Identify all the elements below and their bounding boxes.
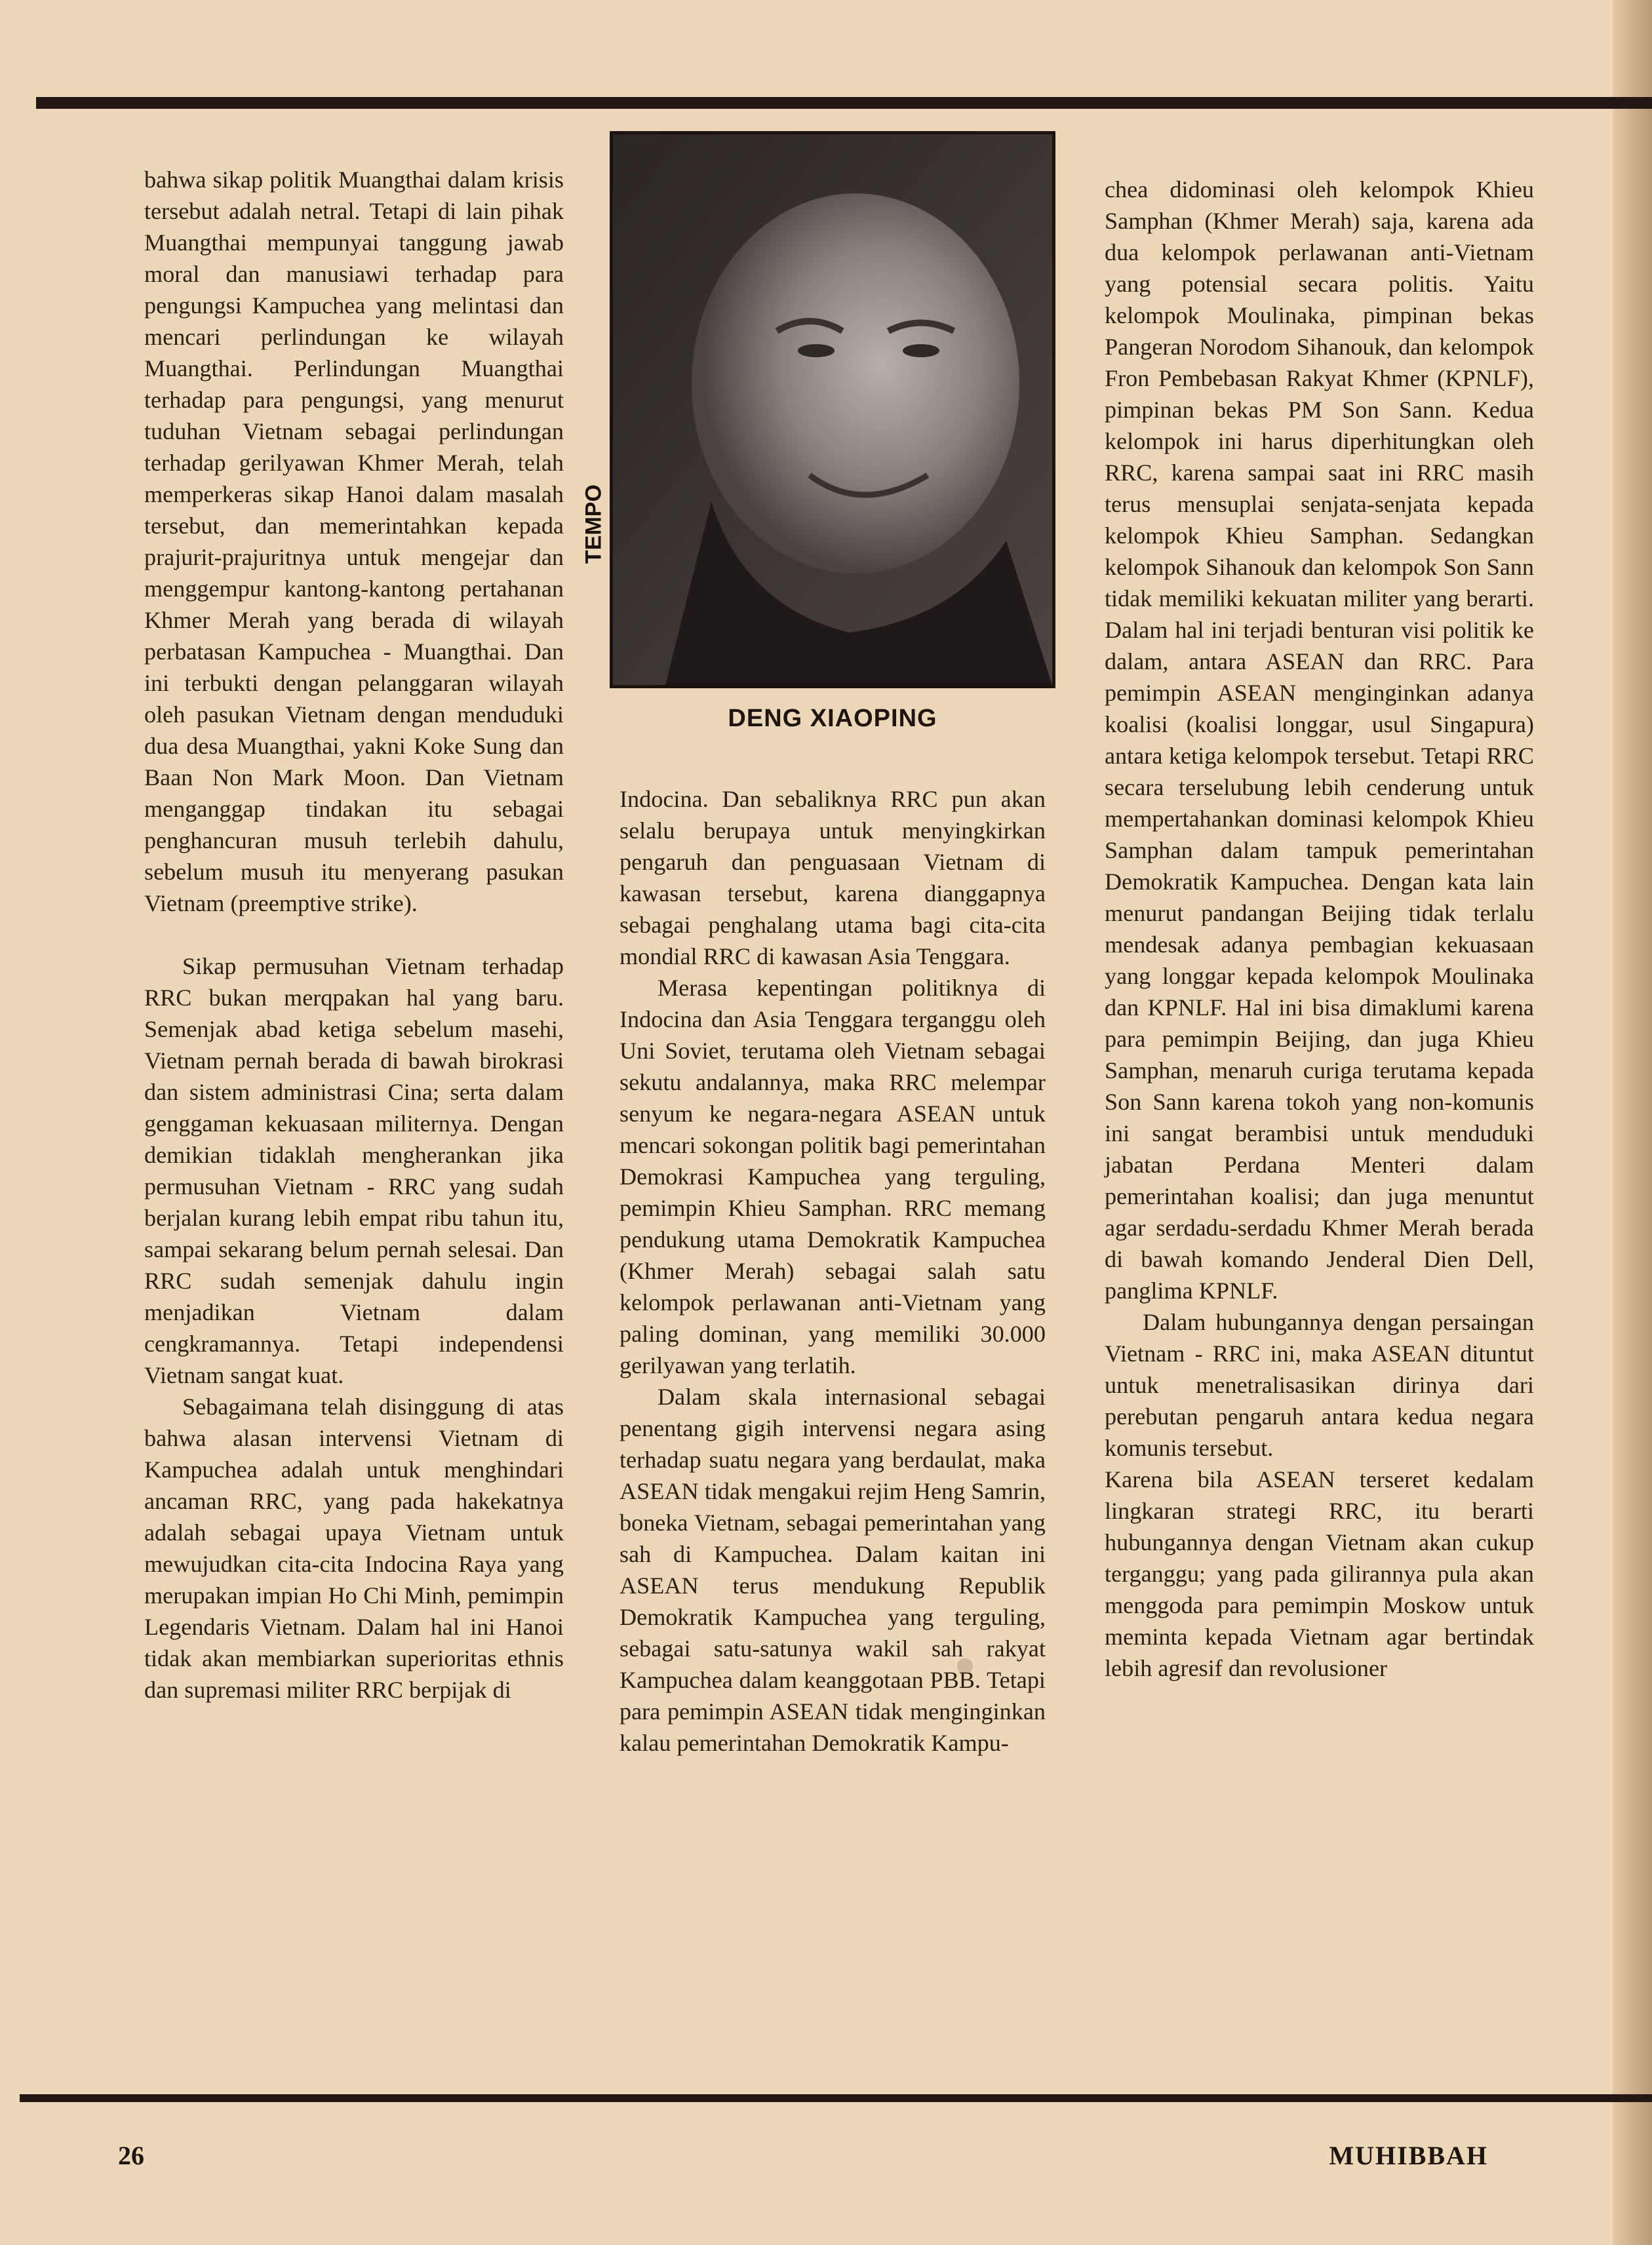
article-column-2 <box>620 783 1046 1759</box>
paragraph: Karena bila ASEAN terseret kedalam lingkaran strategi RRC, itu berarti hubungannya dengan Vietnam akan cukup terganggu; yang pada gilirannya pula akan menggoda para pemimpin Moskow untuk meminta kepada Vietnam agar bertindak lebih agresif dan revolusioner <box>1105 1466 1534 1681</box>
adjacent-page-edge <box>1613 0 1652 2245</box>
photo-credit: TEMPO <box>581 484 606 564</box>
paragraph: Dalam hubungannya dengan persaingan Vietnam - RRC ini, maka ASEAN dituntut untuk menetralisasikan dirinya dari perebutan pengaruh antara kedua negara komunis tersebut. <box>1105 1309 1534 1461</box>
paragraph: bahwa sikap politik Muangthai dalam krisis tersebut adalah netral. Tetapi di lain pihak Muangthai mempunyai tanggung jawab moral dan manusiawi terhadap para pengungsi Kampuchea yang melintasi dan mencari perlindungan ke wilayah Muangthai. Perlindungan Muangthai terhadap para pengungsi, yang menurut tuduhan Vietnam sebagai perlindungan terhadap gerilyawan Khmer Merah, telah memperkeras sikap Hanoi dalam masalah tersebut, dan memerintahkan kepada prajurit-prajuritnya untuk mengejar dan menggempur kantong-kantong pertahanan Khmer Merah yang berada di wilayah perbatasan Kampuchea - Muangthai. Dan ini terbukti dengan pelanggaran wilayah oleh pasukan Vietnam dengan menduduki dua desa Muangthai, yakni Koke Sung dan Baan Non Mark Moon. Dan Vietnam menganggap tindakan itu sebagai penghancuran musuh terlebih dahulu, sebelum musuh itu menyerang pasukan Vietnam (preemptive strike). <box>144 166 564 916</box>
article-column-3 <box>1105 174 1534 1684</box>
paragraph: Sikap permusuhan Vietnam terhadap RRC bukan merqpakan hal yang baru. Semenjak abad ketiga sebelum masehi, Vietnam pernah berada di bawah birokrasi dan sistem administrasi Cina; serta dalam genggaman kekuasaan militernya. Dengan demikian tidaklah mengherankan jika permusuhan Vietnam - RRC yang sudah berjalan kurang lebih empat ribu tahun itu, sampai sekarang belum pernah selesai. Dan RRC sudah semenjak dahulu ingin menjadikan Vietnam dalam cengkramannya. Tetapi independensi Vietnam sangat kuat. <box>144 953 564 1388</box>
footer-rule <box>20 2094 1652 2102</box>
paragraph: Sebagaimana telah disinggung di atas bahwa alasan intervensi Vietnam di Kampuchea adalah untuk menghindari ancaman RRC, yang pada hakekatnya adalah sebagai upaya Vietnam untuk mewujudkan cita-cita Indocina Raya yang merupakan impian Ho Chi Minh, pemimpin Legendaris Vietnam. Dalam hal ini Hanoi tidak akan membiarkan superioritas ethnis dan supremasi militer RRC berpijak di <box>144 1394 564 1703</box>
paragraph: Dalam skala internasional sebagai penentang gigih intervensi negara asing terhadap suatu negara yang berdaulat, maka ASEAN tidak mengakui rejim Heng Samrin, boneka Vietnam, sebagai pemerintahan yang sah di Kampuchea. Dalam kaitan ini ASEAN terus mendukung Republik Demokratik Kampuchea yang terguling, sebagai satu-satunya wakil sah rakyat Kampuchea dalam keanggotaan PBB. Tetapi para pemimpin ASEAN tidak menginginkan kalau pemerintahan Demokratik Kampu- <box>620 1384 1046 1756</box>
page-number: 26 <box>118 2141 144 2170</box>
article-column-1 <box>144 164 564 1706</box>
portrait-photo <box>610 131 1055 688</box>
magazine-name: MUHIBBAH <box>1329 2141 1488 2170</box>
header-rule <box>36 97 1652 109</box>
paragraph: chea didominasi oleh kelompok Khieu Samphan (Khmer Merah) saja, karena ada dua kelompok perlawanan anti-Vietnam yang potensial secara politis. Yaitu kelompok Moulinaka, pimpinan bekas Pangeran Norodom Sihanouk, dan kelompok Fron Pembebasan Rakyat Khmer (KPNLF), pimpinan bekas PM Son Sann. Kedua kelompok ini harus diperhitungkan oleh RRC, karena sampai saat ini RRC masih terus mensuplai senjata-senjata kepada kelompok Khieu Samphan. Sedangkan kelompok Sihanouk dan kelompok Son Sann tidak memiliki kekuatan militer yang berarti. Dalam hal ini terjadi benturan visi politik ke dalam, antara ASEAN dan RRC. Para pemimpin ASEAN menginginkan adanya koalisi (koalisi longgar, usul Singapura) antara ketiga kelompok tersebut. Tetapi RRC secara terselubung lebih cenderung untuk mempertahankan dominasi kelompok Khieu Samphan dalam tampuk pemerintahan Demokratik Kampuchea. Dengan kata lain menurut pandangan Beijing tidak terlalu mendesak adanya pembagian kekuasaan yang longgar kepada kelompok Moulinaka dan KPNLF. Hal ini bisa dimaklumi karena para pemimpin Beijing, dan juga Khieu Samphan, menaruh curiga terutama kepada Son Sann karena tokoh yang non-komunis ini sangat berambisi untuk menduduki jabatan Perdana Menteri dalam pemerintahan koalisi; dan juga menuntut agar serdadu-serdadu Khmer Merah berada di bawah komando Jenderal Dien Dell, panglima KPNLF. <box>1105 176 1534 1304</box>
photo-caption: DENG XIAOPING <box>728 705 937 732</box>
paragraph: Indocina. Dan sebaliknya RRC pun akan selalu berupaya untuk menyingkirkan pengaruh dan penguasaan Vietnam di kawasan tersebut, karena dianggapnya sebagai penghalang utama bagi cita-cita mondial RRC di kawasan Asia Tenggara. <box>620 786 1046 969</box>
ink-smudge <box>957 1658 973 1674</box>
paragraph: Merasa kepentingan politiknya di Indocina dan Asia Tenggara terganggu oleh Uni Soviet, terutama oleh Vietnam sebagai sekutu andalannya, maka RRC melempar senyum ke negara-negara ASEAN untuk mencari sokongan politik bagi pemerintahan Demokrasi Kampuchea yang terguling, pemimpin Khieu Samphan. RRC memang pendukung utama Demokratik Kampuchea (Khmer Merah) sebagai salah satu kelompok perlawanan anti-Vietnam yang paling dominan, yang memiliki 30.000 gerilyawan yang terlatih. <box>620 975 1046 1378</box>
